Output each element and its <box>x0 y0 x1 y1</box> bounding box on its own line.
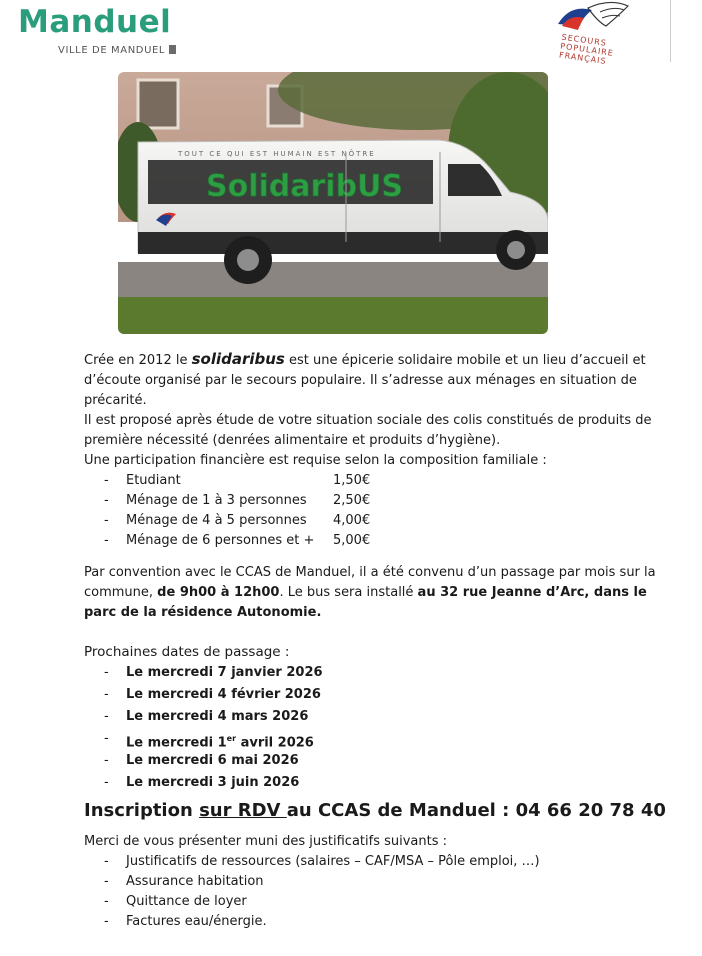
document-text: Assurance habitation <box>126 874 264 889</box>
document-item <box>0 872 702 892</box>
header-divider <box>670 0 671 62</box>
date-item <box>0 684 702 706</box>
date-item <box>0 750 702 772</box>
intro-line-1-pre: Crée en 2012 le <box>84 353 192 368</box>
van-slogan: TOUT CE QUI EST HUMAIN EST NÔTRE <box>178 150 376 158</box>
inscription-pre: Inscription <box>84 800 200 821</box>
convention-line-1: Par convention avec le CCAS de Manduel, il a été convenu d’un passage par mois sur la <box>84 565 656 580</box>
document-item <box>0 852 702 872</box>
manduel-logo <box>18 4 193 58</box>
intro-line-1 <box>84 349 646 371</box>
bullet-dash: - <box>104 709 109 724</box>
logo-subtitle <box>58 45 176 56</box>
ordinal-suffix: er <box>226 734 237 743</box>
date-text: Le mercredi 4 février 2026 <box>126 687 321 702</box>
document-text: Factures eau/énergie. <box>126 914 267 929</box>
date-text: Le mercredi 1er avril 2026 <box>126 734 314 751</box>
intro-line-4: Il est proposé après étude de votre situation sociale des colis constitués de produits de <box>84 413 652 428</box>
bullet-dash: - <box>104 493 109 508</box>
bullet-dash: - <box>104 874 109 889</box>
van-brand: SolidaribUS <box>206 169 404 204</box>
dove-icon <box>540 0 640 40</box>
intro-line-1-post: est une épicerie solidaire mobile et un lieu d’accueil et <box>284 353 646 368</box>
price-row <box>0 531 702 551</box>
date-text: Le mercredi 3 juin 2026 <box>126 775 300 790</box>
bullet-dash: - <box>104 775 109 790</box>
partner-logo-text: SECOURS POPULAIRE FRANÇAIS <box>558 32 615 66</box>
bus-location: au 32 rue Jeanne d’Arc, dans le <box>417 585 647 600</box>
date-text: Le mercredi 6 mai 2026 <box>126 753 299 768</box>
date-item <box>0 772 702 794</box>
intro-line-6: Une participation financière est requise selon la composition familiale : <box>84 453 547 468</box>
convention-line-2 <box>84 583 647 603</box>
documents-title: Merci de vous présenter muni des justificatifs suivants : <box>84 834 448 849</box>
price-value: 4,00€ <box>333 513 371 528</box>
price-label: Etudiant <box>126 473 181 488</box>
dates-list <box>0 662 702 794</box>
intro-line-5: première nécessité (denrées alimentaire et produits d’hygiène). <box>84 433 501 448</box>
document-text: Quittance de loyer <box>126 894 247 909</box>
opening-hours: de 9h00 à 12h00 <box>157 585 280 600</box>
price-value: 1,50€ <box>333 473 371 488</box>
bullet-dash: - <box>104 894 109 909</box>
bullet-dash: - <box>104 473 109 488</box>
document-item <box>0 892 702 912</box>
bullet-dash: - <box>104 753 109 768</box>
date-item <box>0 728 702 750</box>
price-row <box>0 511 702 531</box>
convention-pre: commune, <box>84 585 158 600</box>
bullet-dash: - <box>104 731 109 746</box>
price-row <box>0 471 702 491</box>
solidaribus-emphasis: solidaribus <box>191 350 285 368</box>
price-label: Ménage de 4 à 5 personnes <box>126 513 307 528</box>
document-text: Justificatifs de ressources (salaires – CAF/MSA – Pôle emploi, …) <box>126 854 540 869</box>
bullet-dash: - <box>104 854 109 869</box>
logo-title: Manduel <box>18 4 172 40</box>
dates-title: Prochaines dates de passage : <box>84 644 290 660</box>
coat-of-arms-icon <box>169 45 176 54</box>
logo-subtitle-text: VILLE DE MANDUEL <box>58 45 166 56</box>
inscription-underlined: sur RDV <box>199 800 287 821</box>
intro-line-3: précarité. <box>84 393 147 408</box>
date-text: Le mercredi 4 mars 2026 <box>126 709 309 724</box>
bullet-dash: - <box>104 513 109 528</box>
bullet-dash: - <box>104 914 109 929</box>
document-item <box>0 912 702 932</box>
convention-mid: . Le bus sera installé <box>279 585 418 600</box>
price-list <box>0 471 702 551</box>
solidaribus-photo <box>118 72 548 334</box>
price-value: 5,00€ <box>333 533 371 548</box>
bullet-dash: - <box>104 665 109 680</box>
date-text: Le mercredi 7 janvier 2026 <box>126 665 323 680</box>
documents-list <box>0 852 702 932</box>
price-label: Ménage de 1 à 3 personnes <box>126 493 307 508</box>
intro-line-2: d’écoute organisé par le secours populaire. Il s’adresse aux ménages en situation de <box>84 373 637 388</box>
date-item <box>0 662 702 684</box>
convention-line-3: parc de la résidence Autonomie. <box>84 605 322 620</box>
date-item <box>0 706 702 728</box>
inscription-phone: au CCAS de Manduel : 04 66 20 78 40 <box>286 800 666 821</box>
bullet-dash: - <box>104 533 109 548</box>
bullet-dash: - <box>104 687 109 702</box>
price-value: 2,50€ <box>333 493 371 508</box>
van-illustration <box>118 72 548 334</box>
secours-populaire-logo <box>540 0 640 64</box>
price-label: Ménage de 6 personnes et + <box>126 533 315 548</box>
inscription-heading <box>84 800 666 821</box>
price-row <box>0 491 702 511</box>
